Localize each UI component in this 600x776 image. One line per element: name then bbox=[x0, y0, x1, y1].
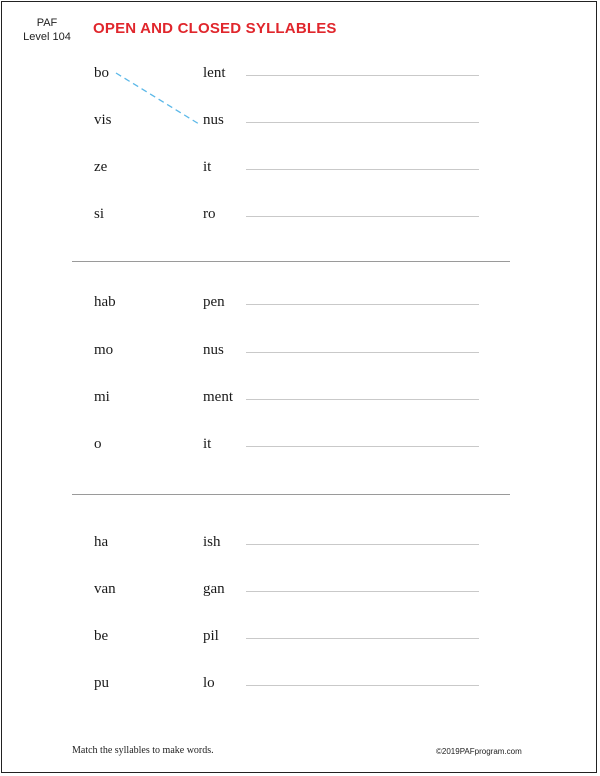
right-syllable: lent bbox=[203, 65, 226, 81]
left-syllable: si bbox=[94, 206, 105, 222]
right-syllable: nus bbox=[203, 342, 224, 358]
answer-line[interactable] bbox=[246, 169, 479, 170]
left-syllable: mi bbox=[94, 389, 110, 405]
left-syllable: mo bbox=[94, 342, 114, 358]
right-syllable: it bbox=[203, 159, 212, 175]
answer-line[interactable] bbox=[246, 216, 479, 217]
right-syllable: ish bbox=[203, 534, 221, 550]
dashed-connector bbox=[116, 73, 199, 124]
answer-line[interactable] bbox=[246, 75, 479, 76]
answer-line[interactable] bbox=[246, 352, 479, 353]
left-syllable: vis bbox=[94, 112, 112, 128]
right-syllable: pil bbox=[203, 628, 219, 644]
left-syllable: ha bbox=[94, 534, 109, 550]
answer-line[interactable] bbox=[246, 304, 479, 305]
right-syllable: pen bbox=[203, 294, 225, 310]
answer-line[interactable] bbox=[246, 685, 479, 686]
level-number: Level 104 bbox=[23, 31, 71, 43]
right-syllable: ro bbox=[203, 206, 216, 222]
copyright-text: ©2019PAFprogram.com bbox=[436, 747, 522, 756]
left-syllable: hab bbox=[94, 294, 116, 310]
answer-line[interactable] bbox=[246, 638, 479, 639]
right-syllable: gan bbox=[203, 581, 225, 597]
page-title: OPEN AND CLOSED SYLLABLES bbox=[93, 20, 337, 37]
right-syllable: nus bbox=[203, 112, 224, 128]
section-divider bbox=[72, 261, 510, 262]
answer-line[interactable] bbox=[246, 399, 479, 400]
answer-line[interactable] bbox=[246, 591, 479, 592]
answer-line[interactable] bbox=[246, 122, 479, 123]
left-syllable: bo bbox=[94, 65, 109, 81]
left-syllable: ze bbox=[94, 159, 108, 175]
right-syllable: it bbox=[203, 436, 212, 452]
right-syllable: ment bbox=[203, 389, 233, 405]
answer-line[interactable] bbox=[246, 544, 479, 545]
left-syllable: pu bbox=[94, 675, 109, 691]
left-syllable: van bbox=[94, 581, 116, 597]
left-syllable: be bbox=[94, 628, 109, 644]
right-syllable: lo bbox=[203, 675, 215, 691]
program-name: PAF bbox=[36, 17, 58, 29]
section-divider bbox=[72, 494, 510, 495]
left-syllable: o bbox=[94, 436, 102, 452]
answer-line[interactable] bbox=[246, 446, 479, 447]
instructions-text: Match the syllables to make words. bbox=[72, 745, 214, 756]
